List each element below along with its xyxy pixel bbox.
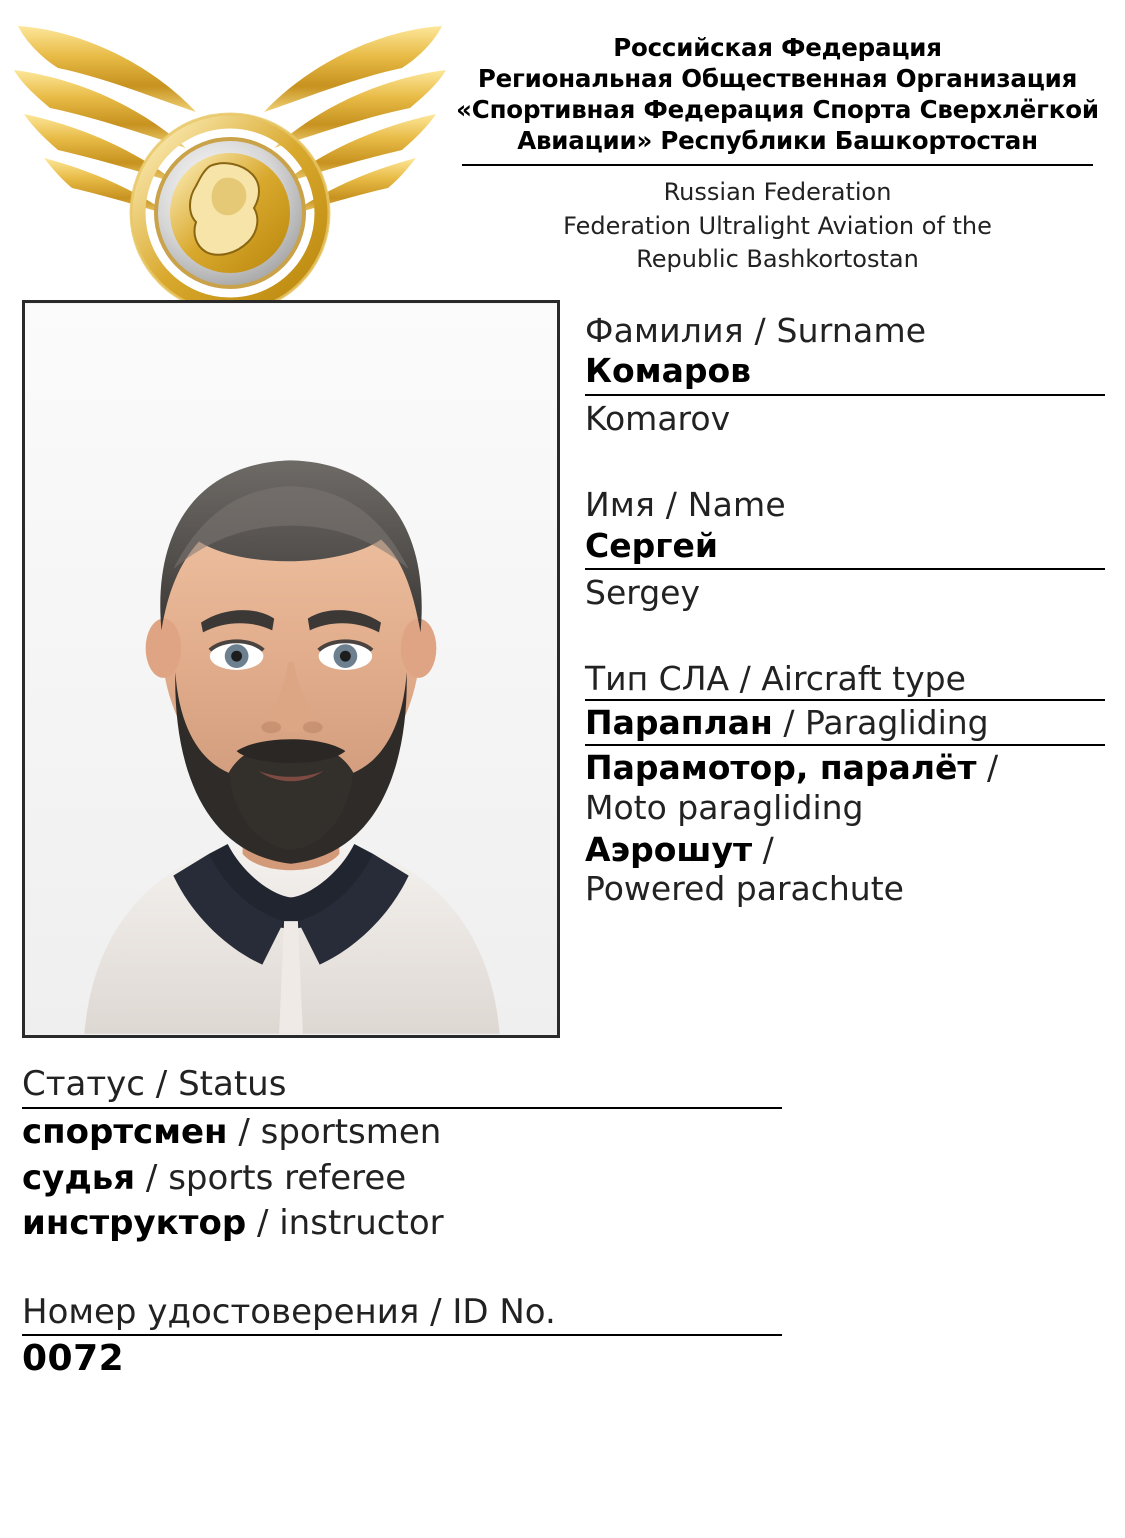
- title-en-line-3: Republic Bashkortostan: [636, 244, 919, 273]
- aircraft-type-1-ru: Параплан: [585, 702, 773, 742]
- aircraft-type-item-1: [585, 701, 1105, 747]
- field-surname: [585, 310, 1105, 440]
- title-divider: [462, 164, 1093, 166]
- status-item-3: [22, 1200, 1105, 1246]
- title-en-line-2: Federation Ultralight Aviation of the: [563, 211, 992, 240]
- aircraft-type-item-2: [585, 746, 1105, 827]
- name-label: Имя / Name: [585, 485, 786, 525]
- status-block: [0, 1038, 1125, 1246]
- title-ru-line-2: Региональная Общественная Организация: [477, 64, 1078, 94]
- document-header: [0, 0, 1125, 300]
- field-aircraft-type: [585, 659, 1105, 909]
- aircraft-type-3-sep: /: [752, 829, 774, 869]
- status-item-2: [22, 1155, 1105, 1201]
- status-1-ru: спортсмен: [22, 1112, 228, 1152]
- status-2-en: sports referee: [168, 1157, 407, 1198]
- name-value-ru: Сергей: [585, 526, 1105, 570]
- status-label: Статус / Status: [22, 1064, 287, 1104]
- name-value-en: Sergey: [585, 572, 701, 612]
- aircraft-type-2-ru: Парамотор, паралёт: [585, 748, 977, 788]
- spacer-2: [585, 615, 1105, 659]
- aircraft-type-label: Тип СЛА / Aircraft type: [585, 659, 1105, 701]
- id-number-label: Номер удостоверения / ID No.: [22, 1291, 556, 1332]
- spacer-1: [585, 440, 1105, 484]
- status-2-sep: /: [135, 1157, 169, 1198]
- aircraft-type-1-en: Paragliding: [804, 702, 989, 742]
- title-ru-line-1: Российская Федерация: [613, 33, 942, 62]
- aircraft-type-1-sep: /: [772, 702, 805, 742]
- status-1-sep: /: [227, 1112, 261, 1152]
- field-list: [560, 300, 1105, 909]
- title-ru-line-4: Авиации» Республики Башкортостан: [517, 126, 1038, 156]
- portrait-photo: [22, 300, 560, 1038]
- status-1-en: sportsmen: [260, 1112, 442, 1152]
- winged-emblem-logo: [10, 8, 450, 308]
- status-3-en: instructor: [279, 1203, 444, 1244]
- id-number-block: [0, 1246, 1125, 1379]
- aircraft-type-2-en: Moto paragliding: [585, 787, 864, 827]
- status-item-1: [22, 1109, 1105, 1155]
- title-ru-line-3: «Спортивная Федерация Спорта Сверхлёгкой: [456, 95, 1099, 125]
- status-3-ru: инструктор: [22, 1203, 247, 1244]
- aircraft-type-3-en: Powered parachute: [585, 869, 904, 909]
- identity-body: [0, 300, 1125, 1038]
- title-russian: [450, 32, 1105, 156]
- field-name: [585, 484, 1105, 614]
- id-number-value: 0072: [22, 1337, 125, 1379]
- surname-value-ru: Комаров: [585, 351, 1105, 395]
- title-english: [450, 176, 1105, 275]
- surname-value-en: Komarov: [585, 398, 731, 438]
- title-en-line-1: Russian Federation: [663, 178, 892, 207]
- aircraft-type-2-sep: /: [976, 748, 999, 788]
- aircraft-type-3-ru: Аэрошут: [585, 829, 753, 869]
- surname-label: Фамилия / Surname: [585, 311, 927, 350]
- aircraft-type-item-3: [585, 828, 1105, 909]
- status-2-ru: судья: [22, 1157, 136, 1198]
- status-3-sep: /: [246, 1203, 280, 1244]
- header-title-block: [450, 8, 1105, 276]
